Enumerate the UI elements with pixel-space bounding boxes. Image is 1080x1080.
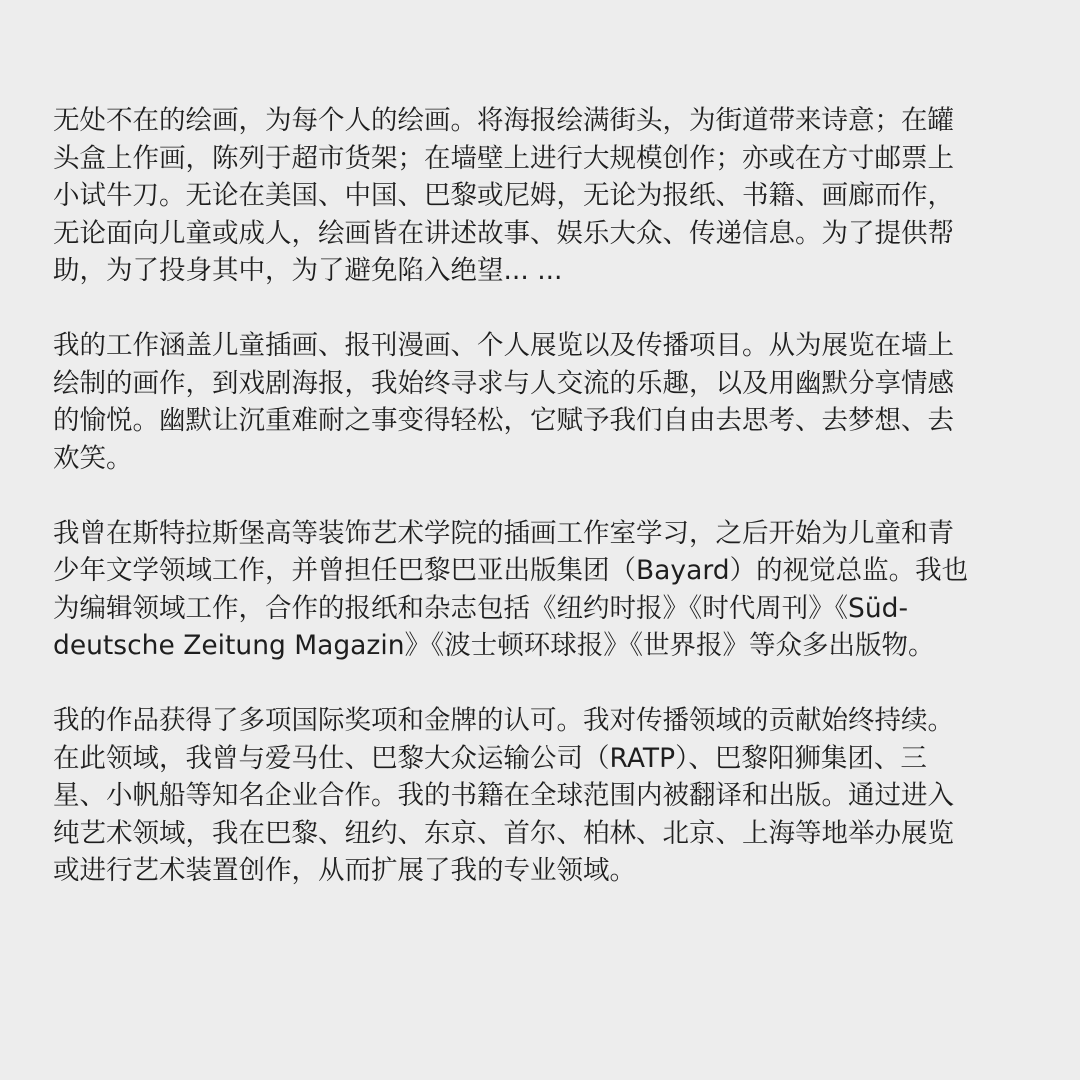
- text-line: 我的作品获得了多项国际奖项和金牌的认可。我对传播领域的贡献始终持续。: [53, 705, 954, 736]
- text-line: 我的工作涵盖儿童插画、报刊漫画、个人展览以及传播项目。从为展览在墙上: [53, 330, 954, 361]
- paragraph-1: [53, 102, 1028, 290]
- text-line: 纯艺术领域，我在巴黎、纽约、东京、首尔、柏林、北京、上海等地举办展览: [53, 817, 954, 849]
- text-line: 头盒上作画，陈列于超市货架；在墙壁上进行大规模创作；亦或在方寸邮票上: [53, 142, 954, 174]
- text-line: 无论面向儿童或成人，绘画皆在讲述故事、娱乐大众、传递信息。为了提供帮: [53, 217, 954, 249]
- paragraph-4: [53, 702, 1028, 890]
- text-line: 或进行艺术装置创作，从而扩展了我的专业领域。: [53, 855, 636, 886]
- text-line: 的愉悦。幽默让沉重难耐之事变得轻松，它赋予我们自由去思考、去梦想、去: [53, 405, 954, 436]
- paragraph-3: [53, 515, 1028, 665]
- text-line: 小试牛刀。无论在美国、中国、巴黎或尼姆，无论为报纸、书籍、画廊而作，: [53, 180, 954, 211]
- text-line: 在此领域，我曾与爱马仕、巴黎大众运输公司（RATP）、巴黎阳狮集团、三: [53, 742, 927, 774]
- paragraph-2: [53, 327, 1028, 477]
- text-line: 星、小帆船等知名企业合作。我的书籍在全球范围内被翻译和出版。通过进入: [53, 780, 954, 811]
- text-line: 无处不在的绘画，为每个人的绘画。将海报绘满街头，为街道带来诗意；在罐: [53, 105, 954, 136]
- text-line: deutsche Zeitung Magazin》《波士顿环球报》《世界报》等众多出版物。: [53, 630, 935, 661]
- text-line: 绘制的画作，到戏剧海报，我始终寻求与人交流的乐趣，以及用幽默分享情感: [53, 367, 954, 399]
- text-line: 助，为了投身其中，为了避免陷入绝望... ...: [53, 255, 563, 286]
- text-body: [53, 102, 1028, 927]
- text-line: 为编辑领域工作，合作的报纸和杂志包括《纽约时报》《时代周刊》《Süd-: [53, 592, 908, 624]
- text-line: 少年文学领域工作，并曾担任巴黎巴亚出版集团（Bayard）的视觉总监。我也: [53, 555, 969, 586]
- text-line: 我曾在斯特拉斯堡高等装饰艺术学院的插画工作室学习，之后开始为儿童和青: [53, 517, 954, 549]
- text-line: 欢笑。: [53, 442, 133, 474]
